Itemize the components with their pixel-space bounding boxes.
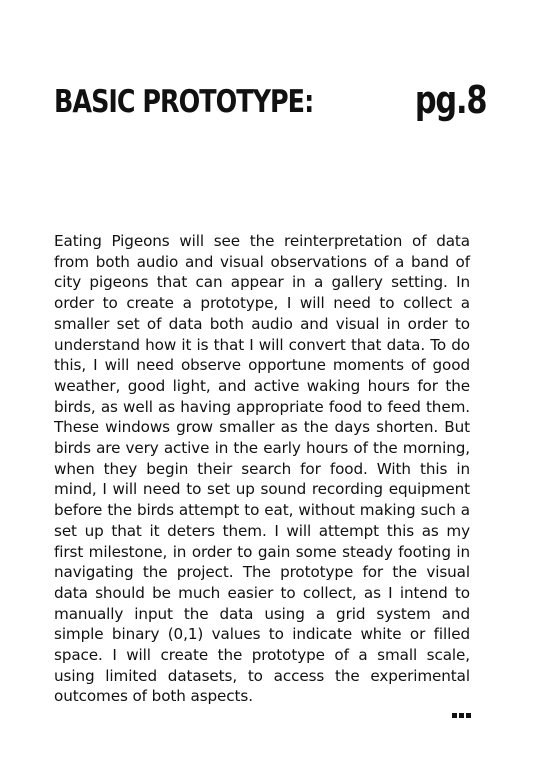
ellipsis-squares-icon [452,713,471,718]
body-paragraph: Eating Pigeons will see the reinterpretation of data from both audio and visual observations of a band of city pigeons that can appear in a gallery setting. In order to create a prototype, I will need to collect a smaller set of data both audio and visual in order to understand how it is that I will convert that data. To do this, I will need observe opportune moments of good weather, good light, and active waking hours for the birds, as well as having appropriate food to feed them. These windows grow smaller as the days shorten. But birds are very active in the early hours of the morning, when they begin their search for food. With this in mind, I will need to set up sound recording equipment before the birds attempt to eat, without making such a set up that it deters them. I will attempt this as my first milestone, in order to gain some steady footing in navigating the project. The prototype for the visual data should be much easier to collect, as I intend to manually input the data using a grid system and simple binary (0,1) values to indicate white or filled space. I will create the prototype of a small scale, using limited datasets, to access the experimental outcomes of both aspects. [54,232,470,706]
page-number: pg.8 [414,78,486,122]
page-header [54,78,486,128]
square-dot [459,713,464,718]
square-dot [466,713,471,718]
square-dot [452,713,457,718]
page-title: BASIC PROTOTYPE: [54,84,314,120]
